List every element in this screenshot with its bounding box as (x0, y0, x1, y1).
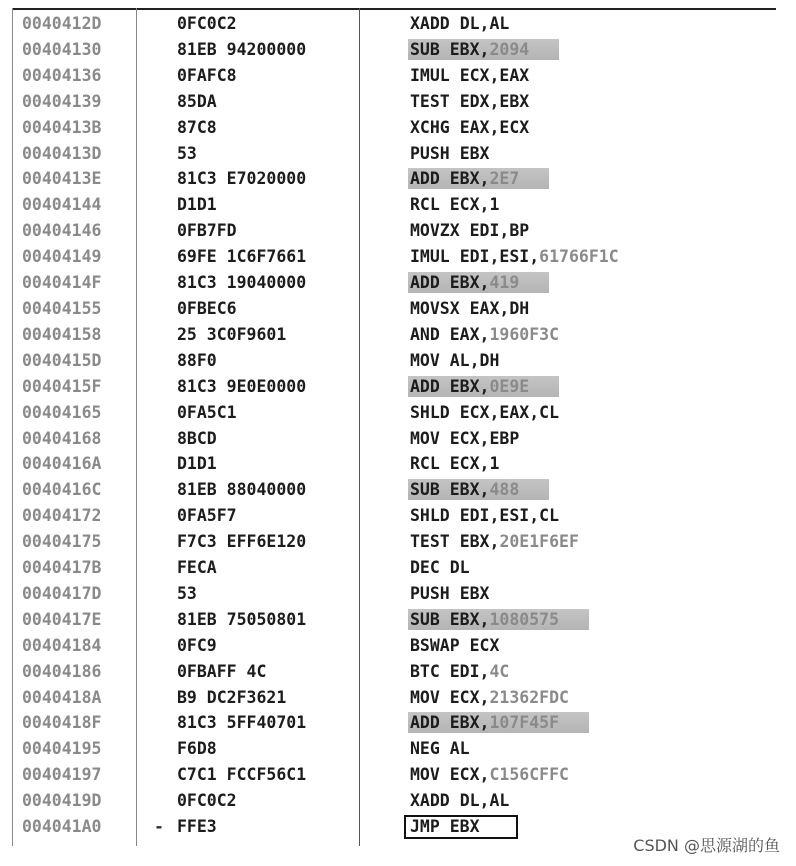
address-cell: 00404130 (22, 39, 102, 59)
instruction-cell (400, 296, 776, 322)
instruction-cell (400, 762, 776, 788)
instruction (410, 221, 529, 240)
disasm-row[interactable] (12, 555, 776, 581)
mnemonic: MOVSX (410, 298, 460, 318)
mnemonic: BTC (410, 661, 440, 681)
opcode-bytes-cell (146, 607, 400, 633)
operands: EAX,DH (469, 298, 530, 318)
mnemonic: IMUL (410, 65, 450, 85)
instruction (410, 403, 559, 422)
mnemonic: MOV (410, 687, 440, 707)
operands: EAX,ECX (459, 117, 530, 137)
highlighted-instruction (408, 272, 549, 293)
mnemonic: NEG (410, 739, 440, 759)
mnemonic: DEC (410, 558, 440, 578)
opcode-bytes-cell (146, 736, 400, 762)
instruction (410, 118, 529, 137)
opcode-bytes: FFE3 (177, 817, 217, 837)
opcode-bytes: FECA (177, 558, 217, 578)
opcode-bytes-cell (146, 581, 400, 607)
operands: EBX, (449, 376, 490, 396)
mnemonic: XCHG (410, 117, 450, 137)
operands: ECX,EAX (459, 65, 530, 85)
instruction-cell (400, 685, 776, 711)
instruction (410, 351, 499, 370)
instruction-cell (400, 710, 776, 736)
address-cell: 00404155 (22, 298, 102, 318)
operands: EDI,ESI,CL (459, 506, 560, 526)
instruction (410, 14, 509, 33)
disasm-row[interactable] (12, 503, 776, 529)
operands: DL,AL (459, 791, 510, 811)
disasm-row[interactable] (12, 659, 776, 685)
mnemonic: MOV (410, 350, 440, 370)
address-cell: 0040417E (22, 609, 102, 629)
opcode-bytes: 85DA (177, 91, 217, 111)
operands: DL (449, 558, 470, 578)
instruction (410, 506, 559, 525)
opcode-bytes-cell (146, 555, 400, 581)
instruction (410, 688, 569, 707)
opcode-bytes: D1D1 (177, 454, 217, 474)
opcode-bytes: 81EB 75050801 (177, 609, 307, 629)
immediate-value: 61766F1C (539, 247, 619, 267)
instruction-cell (400, 529, 776, 555)
disasm-row[interactable] (12, 89, 776, 115)
instruction-cell (400, 270, 776, 296)
disasm-row[interactable] (12, 192, 776, 218)
address-cell: 0040418F (22, 713, 102, 733)
opcode-bytes-cell (146, 788, 400, 814)
disassembly-panel (12, 8, 776, 846)
opcode-bytes-cell (146, 762, 400, 788)
address-cell: 0040417B (22, 558, 102, 578)
opcode-bytes: 53 (177, 583, 197, 603)
operands: EBX (459, 143, 490, 163)
address-cell: 0040413D (22, 143, 102, 163)
opcode-bytes-cell (146, 244, 400, 270)
instruction-cell (400, 659, 776, 685)
address-cell: 00404186 (22, 661, 102, 681)
opcode-bytes: 81EB 88040000 (177, 480, 307, 500)
disasm-row[interactable] (12, 710, 776, 736)
opcode-bytes-cell (146, 322, 400, 348)
instruction-cell (400, 89, 776, 115)
address-cell: 0040413B (22, 117, 102, 137)
opcode-bytes: 0FBAFF 4C (177, 661, 267, 681)
immediate-value: 1080575 (489, 609, 560, 629)
address-cell: 00404168 (22, 428, 102, 448)
address-cell: 00404158 (22, 324, 102, 344)
instruction-cell (400, 63, 776, 89)
operands: EBX, (449, 273, 490, 293)
instruction-cell (400, 11, 776, 37)
disasm-row[interactable] (12, 244, 776, 270)
operands: EBX, (449, 713, 490, 733)
opcode-bytes-cell (146, 529, 400, 555)
opcode-bytes-cell (146, 37, 400, 63)
operands: EBX (449, 817, 480, 837)
opcode-bytes-cell (146, 374, 400, 400)
address-cell: 00404144 (22, 195, 102, 215)
operands: EBX, (449, 39, 490, 59)
opcode-bytes: 69FE 1C6F7661 (177, 247, 307, 267)
immediate-value: 4C (489, 661, 510, 681)
operands: ECX,EBP (449, 428, 520, 448)
opcode-bytes: F7C3 EFF6E120 (177, 532, 307, 552)
instruction (410, 636, 499, 655)
opcode-bytes-cell (146, 633, 400, 659)
immediate-value: 20E1F6EF (499, 532, 579, 552)
highlighted-instruction (408, 609, 589, 630)
instruction-cell (400, 244, 776, 270)
opcode-bytes: 25 3C0F9601 (177, 324, 287, 344)
opcode-bytes: 81EB 94200000 (177, 39, 307, 59)
immediate-value: 419 (489, 273, 520, 293)
opcode-bytes: 0FC9 (177, 635, 217, 655)
opcode-bytes: 87C8 (177, 117, 217, 137)
instruction (410, 195, 499, 214)
opcode-bytes-cell (146, 166, 400, 192)
instruction-cell (400, 37, 776, 63)
opcode-bytes-cell (146, 451, 400, 477)
opcode-bytes: 0FC0C2 (177, 14, 237, 33)
disasm-row[interactable] (12, 374, 776, 400)
instruction-cell (400, 322, 776, 348)
instruction (410, 558, 470, 577)
instruction-cell (400, 555, 776, 581)
opcode-bytes: 81C3 19040000 (177, 273, 307, 293)
operands: ECX,EAX,CL (459, 402, 560, 422)
address-cell: 00404172 (22, 506, 102, 526)
instruction (410, 299, 529, 318)
operands: ECX, (449, 765, 490, 785)
operands: ECX (469, 635, 500, 655)
selected-instruction (404, 815, 518, 839)
immediate-value: 0E9E (489, 376, 530, 396)
instruction-cell (400, 141, 776, 167)
disasm-row[interactable] (12, 426, 776, 452)
opcode-bytes: 8BCD (177, 428, 217, 448)
address-cell: 0040412D (22, 14, 102, 33)
operands: EDI,BP (469, 221, 530, 241)
opcode-bytes-cell (146, 192, 400, 218)
mnemonic: PUSH (410, 583, 450, 603)
disasm-row[interactable] (12, 166, 776, 192)
disasm-row[interactable] (12, 270, 776, 296)
mnemonic: IMUL (410, 247, 450, 267)
opcode-bytes: B9 DC2F3621 (177, 687, 287, 707)
disasm-row[interactable] (12, 322, 776, 348)
opcode-bytes: 0FB7FD (177, 221, 237, 241)
opcode-bytes-cell (146, 710, 400, 736)
disasm-row[interactable] (12, 451, 776, 477)
mnemonic: SHLD (410, 402, 450, 422)
opcode-bytes-cell (146, 659, 400, 685)
address-cell: 00404136 (22, 65, 102, 85)
instruction-cell (400, 115, 776, 141)
jump-marker: - (154, 817, 164, 837)
opcode-bytes: 0FAFC8 (177, 65, 237, 85)
highlighted-instruction (408, 712, 589, 733)
opcode-bytes: 0FA5C1 (177, 402, 237, 422)
mnemonic: ADD (410, 376, 440, 396)
disasm-row[interactable] (12, 736, 776, 762)
instruction (410, 739, 470, 758)
mnemonic: SUB (410, 609, 440, 629)
mnemonic: SUB (410, 480, 440, 500)
operands: ECX,1 (449, 195, 500, 215)
mnemonic: AND (410, 324, 440, 344)
instruction-cell (400, 192, 776, 218)
disasm-row[interactable] (12, 633, 776, 659)
mnemonic: ADD (410, 169, 440, 189)
address-cell: 0040414F (22, 273, 102, 293)
opcode-bytes: 81C3 9E0E0000 (177, 376, 307, 396)
opcode-bytes: F6D8 (177, 739, 217, 759)
disasm-row[interactable] (12, 63, 776, 89)
address-cell: 00404197 (22, 765, 102, 785)
address-cell: 0040419D (22, 791, 102, 811)
instruction-cell (400, 400, 776, 426)
opcode-bytes-cell (146, 270, 400, 296)
operands: ECX,1 (449, 454, 500, 474)
opcode-bytes-cell (146, 685, 400, 711)
address-cell: 0040418A (22, 687, 102, 707)
instruction-cell (400, 736, 776, 762)
address-cell: 004041A0 (22, 817, 102, 837)
mnemonic: MOV (410, 428, 440, 448)
address-cell: 0040415D (22, 350, 102, 370)
mnemonic: SUB (410, 39, 440, 59)
address-cell: 0040413E (22, 169, 102, 189)
opcode-bytes: 0FC0C2 (177, 791, 237, 811)
opcode-bytes-cell (146, 477, 400, 503)
opcode-bytes: 0FBEC6 (177, 298, 237, 318)
opcode-bytes-cell (146, 503, 400, 529)
mnemonic: BSWAP (410, 635, 460, 655)
instruction (410, 532, 579, 551)
disasm-row[interactable] (12, 685, 776, 711)
instruction (410, 429, 519, 448)
mnemonic: XADD (410, 791, 450, 811)
instruction-cell (400, 374, 776, 400)
disasm-row[interactable] (12, 115, 776, 141)
opcode-bytes-cell (146, 296, 400, 322)
immediate-value: 1960F3C (489, 324, 560, 344)
operands: EDI, (449, 661, 490, 681)
disasm-row[interactable] (12, 37, 776, 63)
instruction (410, 765, 569, 784)
opcode-bytes-cell (146, 89, 400, 115)
mnemonic: MOV (410, 765, 440, 785)
instruction-cell (400, 788, 776, 814)
mnemonic: SHLD (410, 506, 450, 526)
instruction (410, 454, 499, 473)
instruction (410, 662, 509, 681)
disasm-row[interactable] (12, 11, 776, 37)
opcode-bytes-cell (146, 426, 400, 452)
operands: EBX, (449, 480, 490, 500)
opcode-bytes-cell (146, 814, 400, 840)
address-cell: 0040415F (22, 376, 102, 396)
operands: EAX, (449, 324, 490, 344)
mnemonic: TEST (410, 91, 450, 111)
disasm-row[interactable] (12, 218, 776, 244)
instruction (410, 66, 529, 85)
highlighted-instruction (408, 168, 549, 189)
opcode-bytes: D1D1 (177, 195, 217, 215)
address-cell: 0040417D (22, 583, 102, 603)
mnemonic: RCL (410, 454, 440, 474)
mnemonic: ADD (410, 273, 440, 293)
disasm-row[interactable] (12, 296, 776, 322)
instruction-cell (400, 633, 776, 659)
instruction (410, 325, 559, 344)
mnemonic: JMP (410, 817, 440, 837)
mnemonic: XADD (410, 14, 450, 33)
panel-top-border (12, 8, 776, 10)
operands: EBX (459, 583, 490, 603)
opcode-bytes: 88F0 (177, 350, 217, 370)
highlighted-instruction (408, 39, 559, 60)
watermark: CSDN @思源湖的鱼 (633, 836, 780, 855)
opcode-bytes-cell (146, 218, 400, 244)
opcode-bytes-cell (146, 348, 400, 374)
opcode-bytes: 53 (177, 143, 197, 163)
highlighted-instruction (408, 376, 559, 397)
operands: ECX, (449, 687, 490, 707)
immediate-value: 2094 (489, 39, 530, 59)
disasm-row[interactable] (12, 581, 776, 607)
operands: EBX, (459, 532, 500, 552)
opcode-bytes: 81C3 5FF40701 (177, 713, 307, 733)
opcode-bytes: 81C3 E7020000 (177, 169, 307, 189)
address-cell: 00404195 (22, 739, 102, 759)
address-cell: 00404184 (22, 635, 102, 655)
instruction (410, 92, 529, 111)
opcode-bytes-cell (146, 115, 400, 141)
address-cell: 00404175 (22, 532, 102, 552)
immediate-value: 107F45F (489, 713, 560, 733)
instruction-cell (400, 218, 776, 244)
instruction-cell (400, 503, 776, 529)
opcode-bytes: 0FA5F7 (177, 506, 237, 526)
instruction-cell (400, 348, 776, 374)
immediate-value: 488 (489, 480, 520, 500)
highlighted-instruction (408, 479, 549, 500)
opcode-bytes-cell (146, 400, 400, 426)
disassembly-table (12, 11, 776, 840)
instruction-cell (400, 426, 776, 452)
instruction (410, 584, 490, 603)
address-cell: 0040416A (22, 454, 102, 474)
instruction-cell (400, 477, 776, 503)
mnemonic: RCL (410, 195, 440, 215)
operands: EBX, (449, 169, 490, 189)
address-cell: 0040416C (22, 480, 102, 500)
instruction (410, 791, 509, 810)
mnemonic: PUSH (410, 143, 450, 163)
instruction (410, 144, 490, 163)
disasm-row[interactable] (12, 400, 776, 426)
disasm-row[interactable] (12, 762, 776, 788)
disasm-row[interactable] (12, 477, 776, 503)
disasm-row[interactable] (12, 141, 776, 167)
address-cell: 00404165 (22, 402, 102, 422)
opcode-bytes-cell (146, 141, 400, 167)
address-cell: 00404149 (22, 247, 102, 267)
opcode-bytes-cell (146, 63, 400, 89)
address-cell: 00404139 (22, 91, 102, 111)
instruction-cell (400, 581, 776, 607)
disasm-row[interactable] (12, 529, 776, 555)
immediate-value: 2E7 (489, 169, 520, 189)
disasm-row[interactable] (12, 348, 776, 374)
opcode-bytes: C7C1 FCCF56C1 (177, 765, 307, 785)
operands: AL (449, 739, 470, 759)
opcode-bytes-cell (146, 11, 400, 37)
operands: AL,DH (449, 350, 500, 370)
operands: EDX,EBX (459, 91, 530, 111)
mnemonic: MOVZX (410, 221, 460, 241)
address-cell: 00404146 (22, 221, 102, 241)
mnemonic: ADD (410, 713, 440, 733)
operands: DL,AL (459, 14, 510, 33)
immediate-value: C156CFFC (489, 765, 569, 785)
mnemonic: TEST (410, 532, 450, 552)
operands: EBX, (449, 609, 490, 629)
disasm-row[interactable] (12, 788, 776, 814)
instruction-cell (400, 607, 776, 633)
instruction-cell (400, 166, 776, 192)
operands: EDI,ESI, (459, 247, 540, 267)
instruction (410, 247, 619, 266)
immediate-value: 21362FDC (489, 687, 569, 707)
disasm-row[interactable] (12, 607, 776, 633)
instruction-cell (400, 451, 776, 477)
